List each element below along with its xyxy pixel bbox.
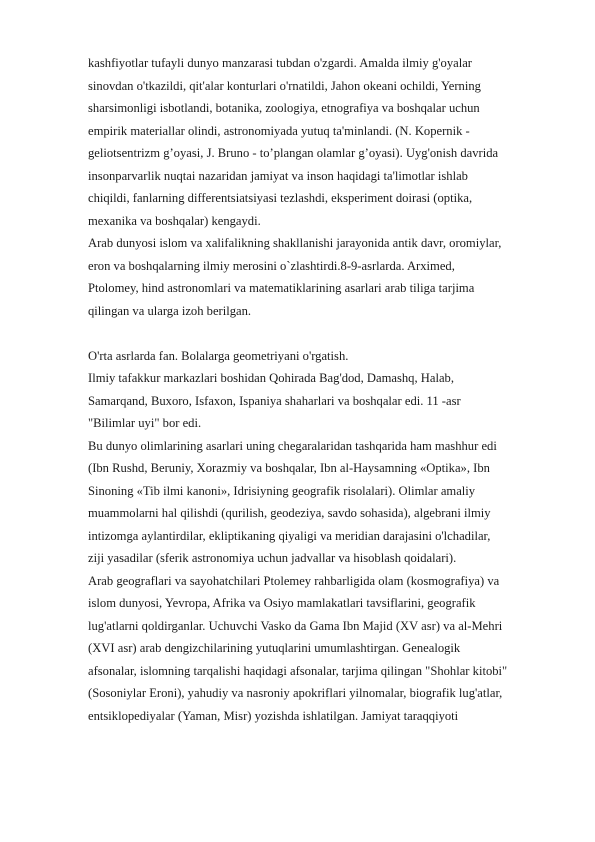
blank-line bbox=[88, 322, 593, 345]
text-line: mexanika va boshqalar) kengaydi. bbox=[88, 213, 261, 228]
text-line: Arab geograflari va sayohatchilari Ptolemey rahbarligida olam (kosmografiya) va bbox=[88, 573, 500, 588]
text-line: sharsimonligi isbotlandi, botanika, zoologiya, etnografiya va boshqalar uchun bbox=[88, 101, 480, 115]
text-line: Ilmiy tafakkur markazlari boshidan Qohirada Bag'dod, Damashq, Halab, bbox=[88, 371, 454, 385]
text-line: insonparvarlik nuqtai nazaridan jamiyat va inson haqidagi ta'limotlar ishlab bbox=[88, 168, 468, 183]
text-line: geliotsentrizm g’oyasi, J. Bruno - to’plangan olamlar g’oyasi). Uyg'onish davrida bbox=[88, 146, 499, 160]
text-line: lug'atlarni qoldirganlar. Uchuvchi Vasko da Gama Ibn Majid (XV asr) va al-Mehri bbox=[88, 618, 503, 633]
text-line: chiqildi, fanlarning differentsiatsiyasi tezlashdi, eksperiment doirasi (optika, bbox=[88, 191, 473, 205]
text-line: (Ibn Rushd, Beruniy, Xorazmiy va boshqalar, Ibn al-Haysamning «Optika», Ibn bbox=[88, 461, 490, 475]
text-line: Bu dunyo olimlarining asarlari uning chegaralaridan tashqarida ham mashhur edi bbox=[88, 438, 497, 453]
text-line: qilingan va ularga izoh berilgan. bbox=[88, 303, 252, 318]
text-line: entsiklopediyalar (Yaman, Misr) yozishda ishlatilgan. Jamiyat taraqqiyoti bbox=[88, 708, 459, 723]
text-line: muammolarni hal qilishdi (qurilish, geodeziya, savdo sohasida), algebrani ilmiy bbox=[88, 506, 491, 520]
text-line: afsonalar, islomning tarqalishi haqidagi afsonalar, tarjima qilingan "Shohlar kitobi" bbox=[88, 663, 508, 678]
text-line: (XVI asr) arab dengizchilarining yutuqlarini umumlashtirgan. Genealogik bbox=[88, 641, 461, 655]
text-line: kashfiyotlar tufayli dunyo manzarasi tubdan o'zgardi. Amalda ilmiy g'oyalar bbox=[88, 56, 472, 70]
text-line: Sinoning «Tib ilmi kanoni», Idrisiyning geografik risolalari). Olimlar amaliy bbox=[88, 483, 476, 498]
text-line: ziji yasadilar (sferik astronomiya uchun jadvallar va hisoblash qoidalari). bbox=[88, 551, 457, 565]
text-line: Ptolomey, hind astronomlari va matematiklarining asarlari arab tiliga tarjima bbox=[88, 281, 475, 295]
section-heading: O'rta asrlarda fan. Bolalarga geometriyani o'rgatish. bbox=[88, 348, 349, 363]
text-line: sinovdan o'tkazildi, qit'alar konturlari o'rnatildi, Jahon okeani ochildi, Yerning bbox=[88, 78, 481, 93]
text-line: intizomga aylantirdilar, ekliptikaning qiyaligi va meridian darajasini o'lchadilar, bbox=[88, 528, 491, 543]
text-line: Arab dunyosi islom va xalifalikning shakllanishi jarayonida antik davr, oromiylar, bbox=[88, 236, 502, 250]
text-line: islom dunyosi, Yevropa, Afrika va Osiyo mamlakatlari tavsiflarini, geografik bbox=[88, 596, 476, 610]
text-line: "Bilimlar uyi" bor edi. bbox=[88, 416, 202, 430]
text-line: empirik materiallar olindi, astronomiyada yutuq ta'minlandi. (N. Kopernik - bbox=[88, 123, 470, 138]
text-line: eron va boshqalarning ilmiy merosini o`zlashtirdi.8-9-asrlarda. Arximed, bbox=[88, 258, 455, 273]
text-line: (Sosoniylar Eroni), yahudiy va nasroniy apokriflari yilnomalar, biografik lug'atlar, bbox=[88, 686, 503, 700]
body-text bbox=[88, 52, 593, 727]
text-line: Samarqand, Buxoro, Isfaxon, Ispaniya shaharlari va boshqalar edi. 11 -asr bbox=[88, 393, 461, 408]
